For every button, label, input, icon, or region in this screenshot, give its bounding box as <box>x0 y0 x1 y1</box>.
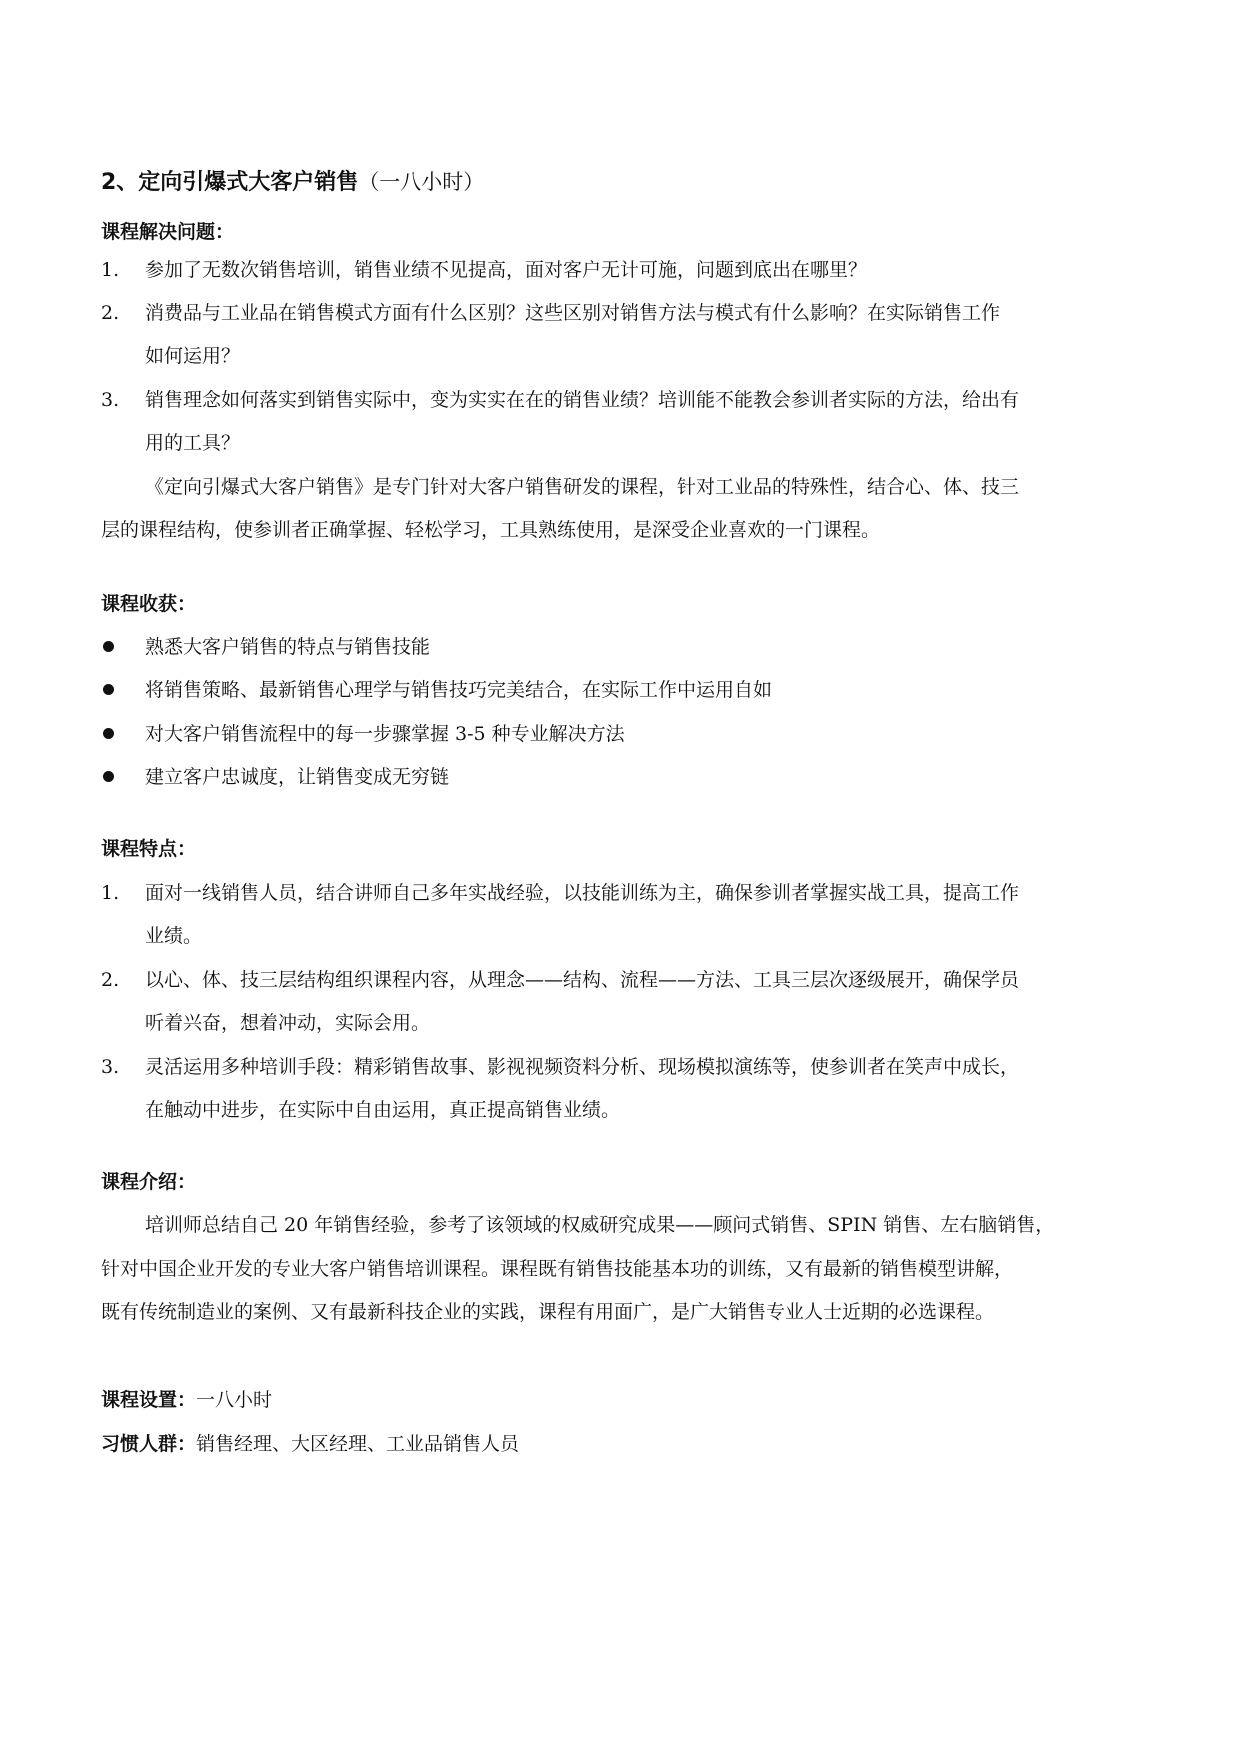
feature-item-text: 面对一线销售人员，结合讲师自己多年实战经验，以技能训练为主，确保参训者掌握实战工具，提高工作 <box>145 882 1020 904</box>
feature-item-text: 以心、体、技三层结构组织课程内容，从理念——结构、流程——方法、工具三层次逐级展开，确保学员 <box>145 969 1020 991</box>
course-title <box>101 158 1161 207</box>
feature-item-number: 3. <box>101 1056 120 1078</box>
feature-item-text-continued: 听着兴奋，想着冲动，实际会用。 <box>145 1012 431 1034</box>
bullet-icon <box>103 641 114 652</box>
problem-item-text: 参加了无数次销售培训，销售业绩不见提高，面对客户无计可施，问题到底出在哪里？ <box>145 259 868 281</box>
gain-item-text: 将销售策略、最新销售心理学与销售技巧完美结合，在实际工作中运用自如 <box>145 679 773 701</box>
feature-item-text-continued: 在触动中进步，在实际中自由运用，真正提高销售业绩。 <box>145 1099 621 1121</box>
problem-item-text-continued: 用的工具？ <box>145 432 241 454</box>
intro-heading: 课程介绍： <box>101 1171 197 1193</box>
target-audience-value: 销售经理、大区经理、工业品销售人员 <box>196 1433 520 1455</box>
gain-item-text: 建立客户忠诚度，让销售变成无穷链 <box>145 766 450 788</box>
bullet-icon <box>103 771 114 782</box>
problems-summary-line-2: 层的课程结构，使参训者正确掌握、轻松学习，工具熟练使用，是深受企业喜欢的一门课程。 <box>101 519 881 541</box>
intro-line-3: 既有传统制造业的案例、又有最新科技企业的实践，课程有用面广，是广大销售专业人士近期的必选课程。 <box>101 1301 995 1323</box>
course-settings-value: 一八小时 <box>196 1389 273 1411</box>
intro-line-2: 针对中国企业开发的专业大客户销售培训课程。课程既有销售技能基本功的训练，又有最新的销售模型讲解， <box>101 1258 1014 1280</box>
course-title-duration: （一八小时） <box>358 170 485 194</box>
gain-item-text: 熟悉大客户销售的特点与销售技能 <box>145 636 431 658</box>
bullet-icon <box>103 684 114 695</box>
problem-item-number: 1. <box>101 259 120 281</box>
problems-summary-line-1: 《定向引爆式大客户销售》是专门针对大客户销售研发的课程，针对工业品的特殊性，结合心、体、技三 <box>145 476 1020 498</box>
problem-item-text: 消费品与工业品在销售模式方面有什么区别？这些区别对销售方法与模式有什么影响？在实际销售工作 <box>145 302 1001 324</box>
intro-line-1: 培训师总结自己 20 年销售经验，参考了该领域的权威研究成果——顾问式销售、SPIN 销售、左右脑销售， <box>145 1214 1055 1236</box>
problem-item-number: 3. <box>101 389 120 411</box>
problem-item-text: 销售理念如何落实到销售实际中，变为实实在在的销售业绩？培训能不能教会参训者实际的方法，给出有 <box>145 389 1020 411</box>
gains-heading: 课程收获： <box>101 593 197 615</box>
feature-item-number: 1. <box>101 882 120 904</box>
target-audience <box>101 1420 1161 1468</box>
gain-item-text: 对大客户销售流程中的每一步骤掌握 3-5 种专业解决方法 <box>145 723 625 745</box>
feature-item-number: 2. <box>101 969 120 991</box>
problem-item-number: 2. <box>101 302 120 324</box>
target-audience-label: 习惯人群： <box>101 1433 197 1455</box>
course-title-main: 2、定向引爆式大客户销售 <box>101 170 359 195</box>
problems-heading: 课程解决问题： <box>101 221 235 243</box>
course-settings <box>101 1376 1161 1424</box>
course-settings-label: 课程设置： <box>101 1389 197 1411</box>
problem-item-text-continued: 如何运用？ <box>145 345 241 367</box>
features-heading: 课程特点： <box>101 838 197 860</box>
feature-item-text-continued: 业绩。 <box>145 925 203 947</box>
bullet-icon <box>103 728 114 739</box>
feature-item-text: 灵活运用多种培训手段：精彩销售故事、影视视频资料分析、现场模拟演练等，使参训者在笑声中成长， <box>145 1056 1020 1078</box>
